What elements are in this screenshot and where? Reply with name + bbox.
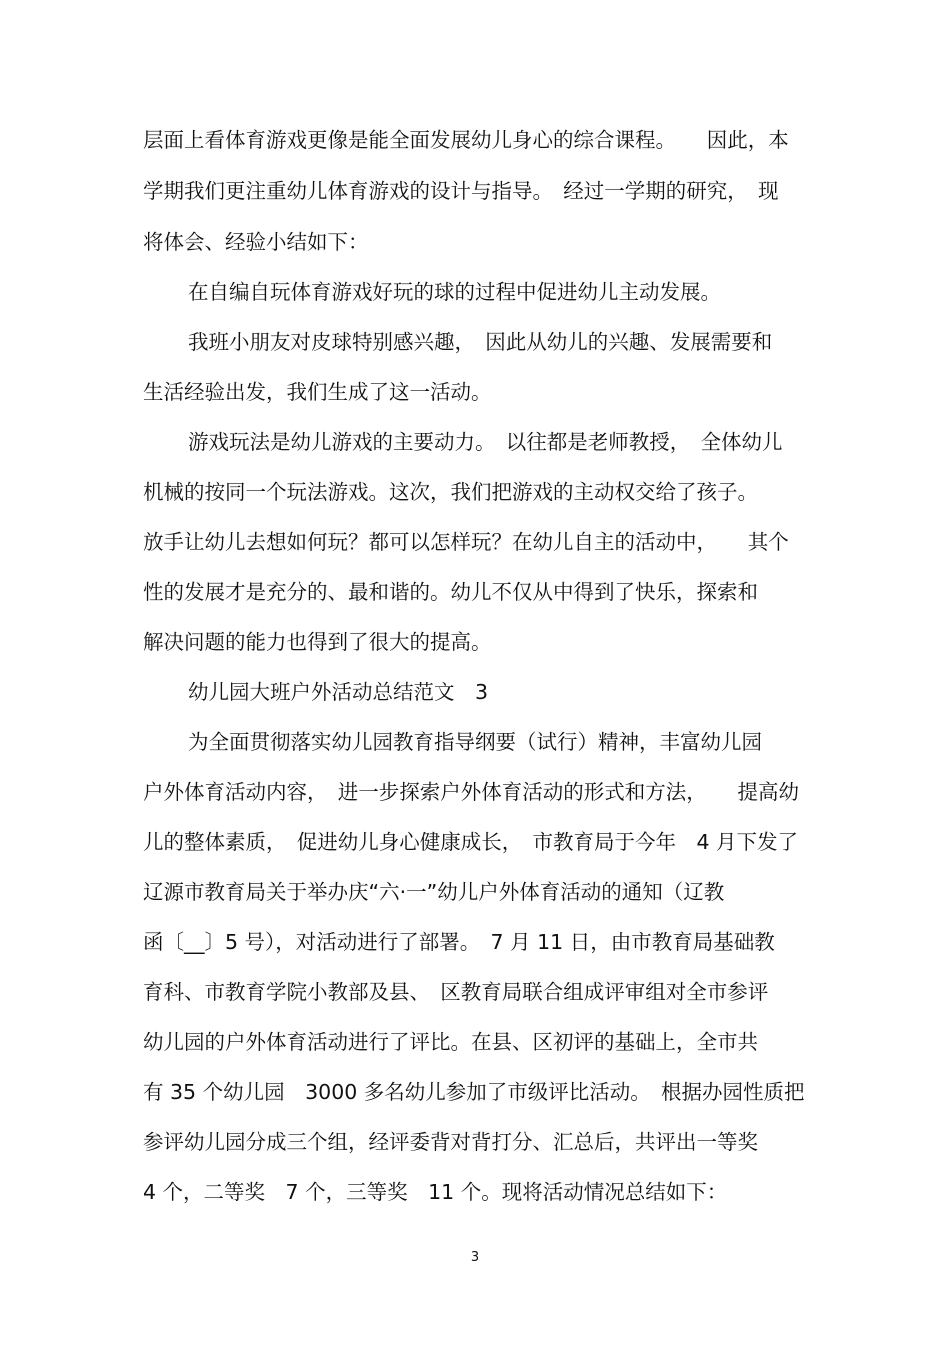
text-line: 放手让幼儿去想如何玩？都可以怎样玩？在幼儿自主的活动中， 其个 bbox=[143, 530, 789, 554]
text-line: 儿的整体素质， 促进幼儿身心健康成长， 市教育局于今年 4 月下发了 bbox=[143, 830, 799, 854]
text-line: 函〔__〕5 号），对活动进行了部署。 7 月 11 日，由市教育局基础教 bbox=[143, 930, 775, 954]
text-line: 户外体育活动内容， 进一步探索户外体育活动的形式和方法， 提高幼 bbox=[143, 780, 799, 804]
text-line: 4 个，二等奖 7 个，三等奖 11 个。现将活动情况总结如下： bbox=[143, 1180, 728, 1204]
section-title: 幼儿园大班户外活动总结范文 3 bbox=[188, 680, 489, 704]
text-line: 生活经验出发，我们生成了这一活动。 bbox=[143, 380, 492, 404]
text-line: 解决问题的能力也得到了很大的提高。 bbox=[143, 630, 492, 654]
text-line: 为全面贯彻落实幼儿园教育指导纲要（试行）精神，丰富幼儿园 bbox=[188, 730, 762, 754]
text-line: 机械的按同一个玩法游戏。这次，我们把游戏的主动权交给了孩子。 bbox=[143, 480, 758, 504]
text-line: 将体会、经验小结如下： bbox=[143, 230, 369, 254]
text-line: 育科、市教育学院小教部及县、 区教育局联合组成评审组对全市参评 bbox=[143, 980, 769, 1004]
text-line: 层面上看体育游戏更像是能全面发展幼儿身心的综合课程。 因此，本 bbox=[143, 128, 789, 152]
text-line: 学期我们更注重幼儿体育游戏的设计与指导。 经过一学期的研究， 现 bbox=[143, 179, 779, 203]
text-line: 有 35 个幼儿园 3000 多名幼儿参加了市级评比活动。 根据办园性质把 bbox=[143, 1080, 805, 1104]
text-line: 幼儿园的户外体育活动进行了评比。在县、区初评的基础上，全市共 bbox=[143, 1030, 758, 1054]
text-line: 我班小朋友对皮球特别感兴趣， 因此从幼儿的兴趣、发展需要和 bbox=[188, 330, 773, 354]
page-number: 3 bbox=[470, 1250, 480, 1265]
text-line: 性的发展才是充分的、最和谐的。幼儿不仅从中得到了快乐，探索和 bbox=[143, 580, 758, 604]
text-line: 参评幼儿园分成三个组，经评委背对背打分、汇总后，共评出一等奖 bbox=[143, 1130, 758, 1154]
paragraph-heading: 在自编自玩体育游戏好玩的球的过程中促进幼儿主动发展。 bbox=[188, 280, 721, 304]
text-line: 游戏玩法是幼儿游戏的主要动力。 以往都是老师教授， 全体幼儿 bbox=[188, 430, 783, 454]
text-line: 辽源市教育局关于举办庆“六·一”幼儿户外体育活动的通知（辽教 bbox=[143, 880, 725, 904]
